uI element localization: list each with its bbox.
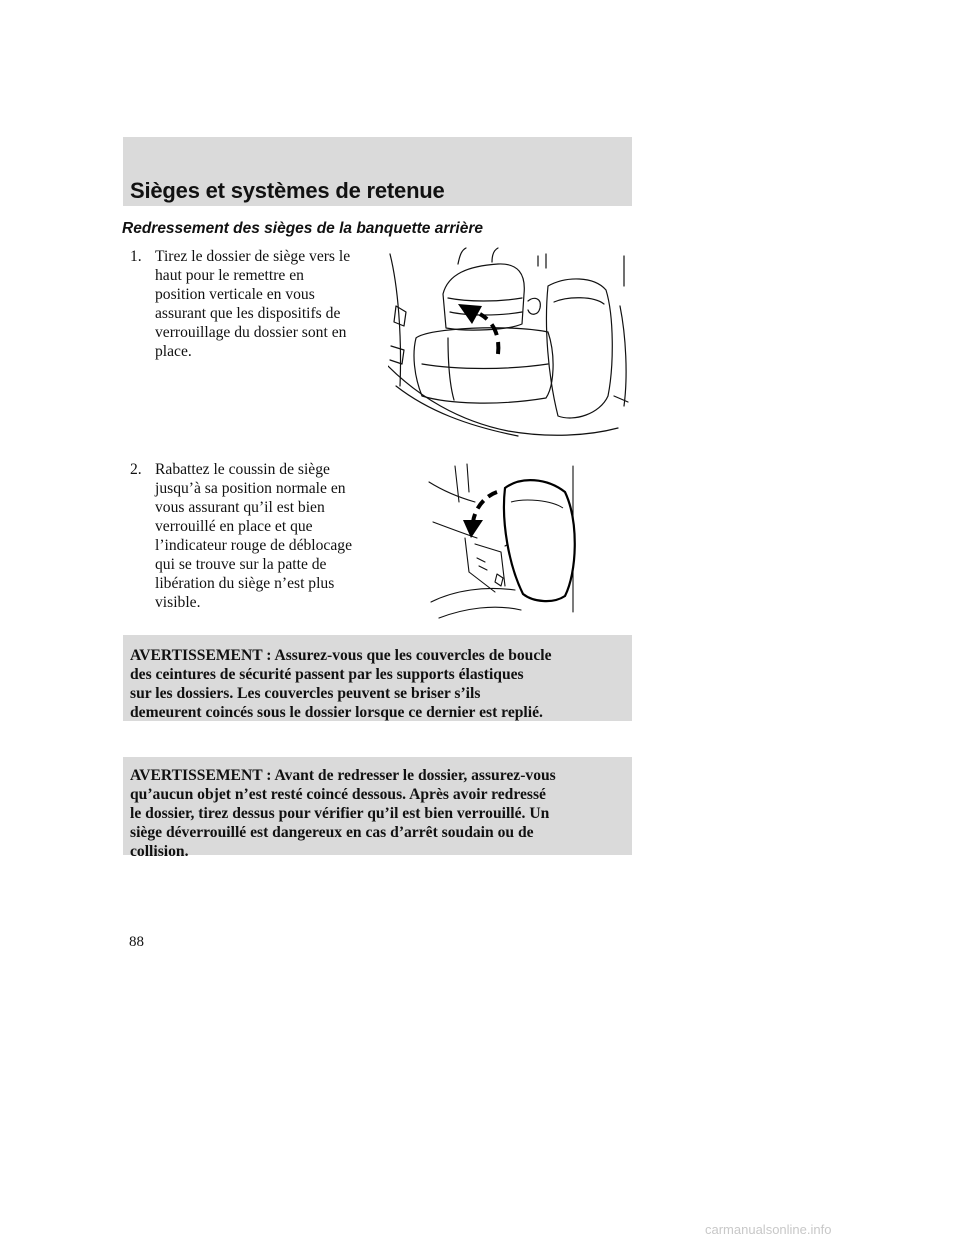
warning-box [123,635,632,721]
warning-line: sur les dossiers. Les couvercles peuvent se briser s’ils [130,685,481,702]
page-number: 88 [129,934,144,950]
step-line: Tirez le dossier de siège vers le [155,248,351,265]
section-subheading: Redressement des sièges de la banquette arrière [122,220,483,237]
warning-box [123,757,632,860]
step-line: jusqu’à sa position normale en [155,480,346,497]
step-line: haut pour le remettre en [155,267,304,284]
step-line: place. [155,343,192,360]
warning-line: le dossier, tirez dessus pour vérifier qu’il est bien verrouillé. Un [130,805,550,822]
step-line: Rabattez le coussin de siège [155,461,330,478]
warning-text [130,646,552,722]
step-line: assurant que les dispositifs de [155,305,341,322]
warning-line: des ceintures de sécurité passent par les supports élastiques [130,666,524,683]
step-text [155,460,352,612]
page-title: Sièges et systèmes de retenue [130,178,445,203]
step-number: 2. [130,461,142,478]
watermark: carmanualsonline.info [705,1222,832,1237]
step-line: verrouillage du dossier sont en [155,324,347,341]
step-line: visible. [155,594,201,611]
step-line: qui se trouve sur la patte de [155,556,327,573]
step-line: verrouillé en place et que [155,518,313,535]
warning-line: collision. [130,843,189,860]
step-text [155,247,350,361]
step-line: vous assurant qu’il est bien [155,499,325,516]
warning-text [130,766,556,861]
cushion-lower-illustration [425,462,585,620]
step-line: position verticale en vous [155,286,315,303]
warning-line: AVERTISSEMENT : Assurez-vous que les couvercles de boucle [130,647,552,664]
step-line: libération du siège n’est plus [155,575,335,592]
warning-line: siège déverrouillé est dangereux en cas d’arrêt soudain ou de [130,824,534,841]
warning-line: qu’aucun objet n’est resté coincé dessous. Après avoir redressé [130,786,546,803]
step-line: l’indicateur rouge de déblocage [155,537,352,554]
warning-line: demeurent coincés sous le dossier lorsque ce dernier est replié. [130,704,543,721]
step-number: 1. [130,248,142,265]
warning-line: AVERTISSEMENT : Avant de redresser le dossier, assurez-vous [130,767,556,784]
seatback-raise-illustration [388,246,634,440]
